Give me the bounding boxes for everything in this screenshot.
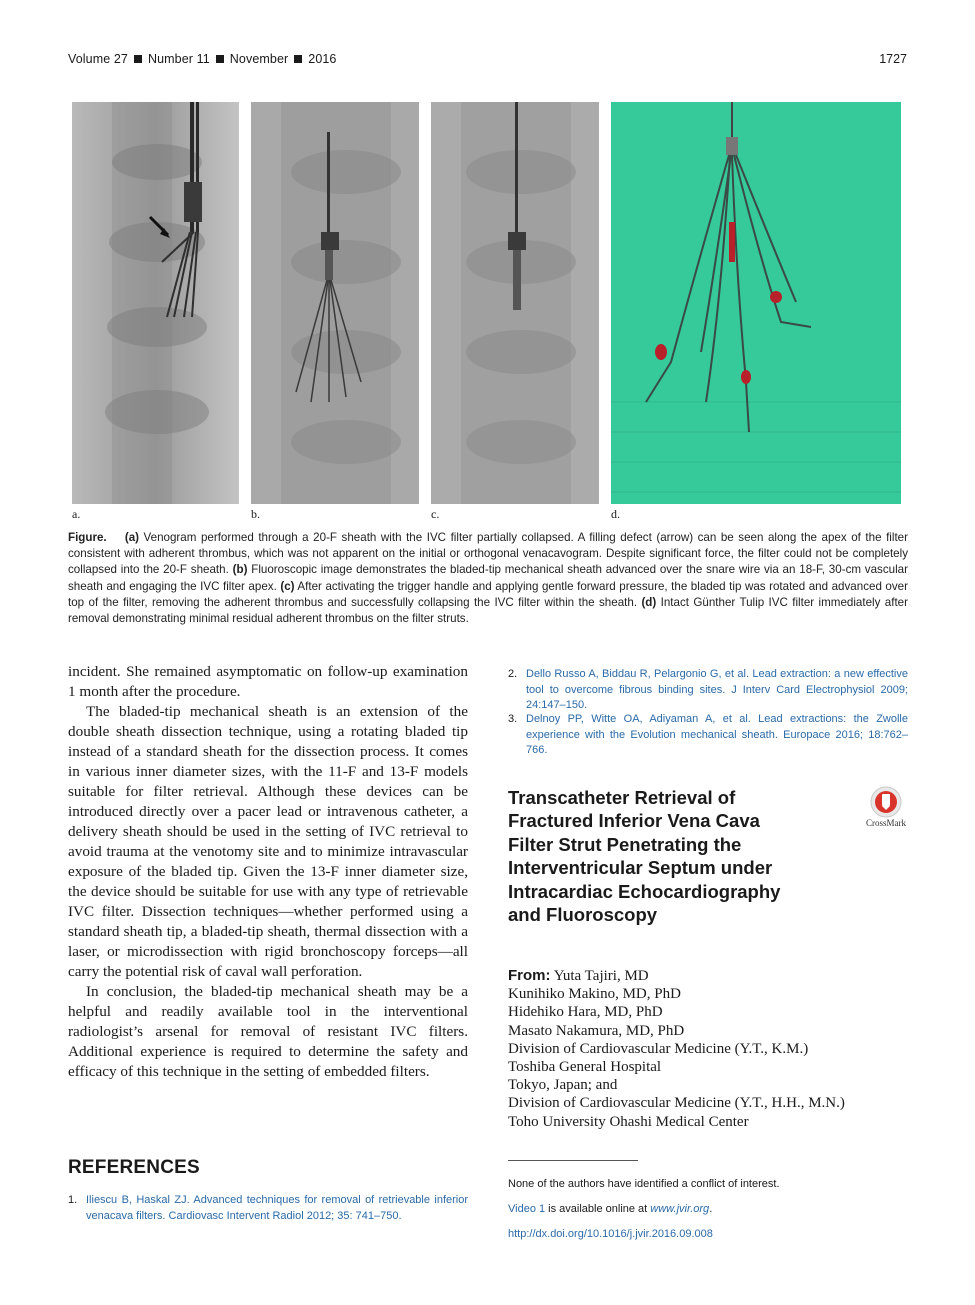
body-paragraph-1: incident. She remained asymptomatic on follow-up examination 1 month after the procedure. [68,663,468,700]
reference-number: 2. [508,668,518,680]
caption-label: Figure. [68,531,107,544]
issue-month: November [229,52,289,66]
square-separator-icon [294,55,302,63]
volume: Volume 27 [68,52,128,66]
author-line-2: Kunihiko Makino, MD, PhD [508,986,681,1003]
author-line-3: Hidehiko Hara, MD, PhD [508,1004,663,1021]
figure-panel-a-venogram [72,102,239,504]
caption-text-a: Venogram performed through a 20-F sheath with the IVC filter partially collapsed. A filling defect (arrow) can be seen along the apex of the filter consistent with adherent thrombus, which was not apparent on the initial or orthogonal venacavogram. Despite significant force, the filter could not be completely collapsed into the 20-F sheath. [68,531,908,577]
from-label: From: [508,967,551,984]
affiliation-line-2: Toshiba General Hospital [508,1059,662,1076]
reference-text[interactable]: Dello Russo A, Biddau R, Pelargonio G, et al. Lead extraction: a new effective tool to overcome fibrous binding sites. J Interv Card Electrophysiol 2009; 24:147–150. [526,668,908,711]
reference-item-3[interactable] [508,712,908,759]
video-note [508,1197,908,1222]
author-name: Yuta Tajiri, MD [553,968,649,984]
reference-item-2[interactable] [508,667,908,714]
caption-text-b: Fluoroscopic image demonstrates the bladed-tip mechanical sheath advanced over the snare wire via an 18-F, 30-cm vascular sheath and engaging the IVC filter apex. [68,563,908,593]
affiliation-line-3: Tokyo, Japan; and [508,1077,618,1094]
reference-text[interactable]: Iliescu B, Haskal ZJ. Advanced techniques for removal of retrievable inferior venacava filters. Cardiovasc Intervent Radiol 2012; 35: 741–750. [86,1194,468,1222]
references-heading: REFERENCES [68,1157,200,1178]
doi-link[interactable]: http://dx.doi.org/10.1016/j.jvir.2016.09.008 [508,1228,713,1240]
panel-label-c: c. [431,507,440,521]
body-paragraph-3: In conclusion, the bladed-tip mechanical sheath may be a helpful and readily available tool in the interventional radiologist’s arsenal for removal of resistant IVC filters. Additional experience is required to determine the safety and efficacy of this technique in the setting of embedded filters. [68,983,468,1080]
caption-tag-c: (c) [280,579,295,593]
panel-label-b: b. [251,507,260,521]
reference-number: 1. [68,1194,78,1206]
figure-panel-d-retrieved-filter [611,102,901,504]
article-title: Transcatheter Retrieval of Fractured Inferior Vena Cava Filter Strut Penetrating the Interventricular Septum under Intracardiac Echocardiography and Fluoroscopy [508,787,781,926]
crossmark-label[interactable]: CrossMark [866,818,906,828]
journal-site-link[interactable]: www.jvir.org [650,1203,710,1215]
caption-tag-a: (a) [124,531,139,544]
conflict-statement: None of the authors have identified a conflict of interest. [508,1178,780,1190]
body-text-left-column [68,662,468,1082]
issue-number: Number 11 [147,52,210,66]
square-separator-icon [216,55,224,63]
affiliation-line-1: Division of Cardiovascular Medicine (Y.T., K.M.) [508,1040,809,1057]
panel-label-a: a. [72,507,81,521]
reference-text[interactable]: Delnoy PP, Witte OA, Adiyaman A, et al. Lead extractions: the Zwolle experience with the Evolution mechanical sheath. Europace 2016; 18:762–766. [526,713,908,756]
body-paragraph-2: The bladed-tip mechanical sheath is an extension of the double sheath dissection technique, using a rotating bladed tip instead of a standard sheath for the dissection process. It comes in various inner diameter sizes, with the 11-F and 13-F models suitable for filter retrieval. Although these devices can be introduced directly over a pacer lead or intravenous catheter, a delivery sheath should be used in the setting of IVC retrieval to avoid trauma at the venotomy site and to minimize intravascular exposure of the bladed tip. Given the 13-F inner diameter size, the device should be suitable for use with any type of retrievable IVC filter. Dissection techniques—whether performed using a standard sheath tip, a bladed-tip sheath, thermal dissection with a laser, or microdissection with rigid bronchoscopy forceps—all carry the potential risk of caval wall perforation. [68,703,468,980]
author-line-1 [508,967,908,985]
figure-panel-b-fluoroscopy [251,102,419,504]
square-separator-icon [134,55,142,63]
panel-label-d: d. [611,507,620,521]
video-link[interactable]: Video 1 [508,1203,546,1215]
issue-year: 2016 [308,52,337,66]
running-header [68,52,336,66]
figure-panel-c-fluoroscopy [431,102,599,504]
video-note-end: . [709,1203,713,1215]
author-affiliations [508,967,908,1131]
author-line-4: Masato Nakamura, MD, PhD [508,1022,685,1039]
page-number: 1727 [879,52,907,66]
reference-number: 3. [508,713,518,725]
footnote-divider [508,1160,638,1161]
affiliation-line-5: Toho University Ohashi Medical Center [508,1113,749,1130]
figure-caption [68,530,908,627]
video-note-text: is available online at [545,1203,651,1215]
affiliation-line-4: Division of Cardiovascular Medicine (Y.T., H.H., M.N.) [508,1095,845,1112]
footnotes [508,1172,908,1247]
reference-item-1[interactable] [68,1193,468,1224]
caption-text-d: Intact Günther Tulip IVC filter immediately after removal demonstrating minimal residual adherent thrombus on the filter struts. [68,595,908,626]
caption-tag-b: (b) [232,563,248,577]
caption-tag-d: (d) [641,595,657,609]
caption-text-c: After activating the trigger handle and applying gentle forward pressure, the bladed tip was rotated and advanced over top of the filter, removing the adherent thrombus and successfully collapsing the IVC filter within the sheath. [68,579,908,609]
